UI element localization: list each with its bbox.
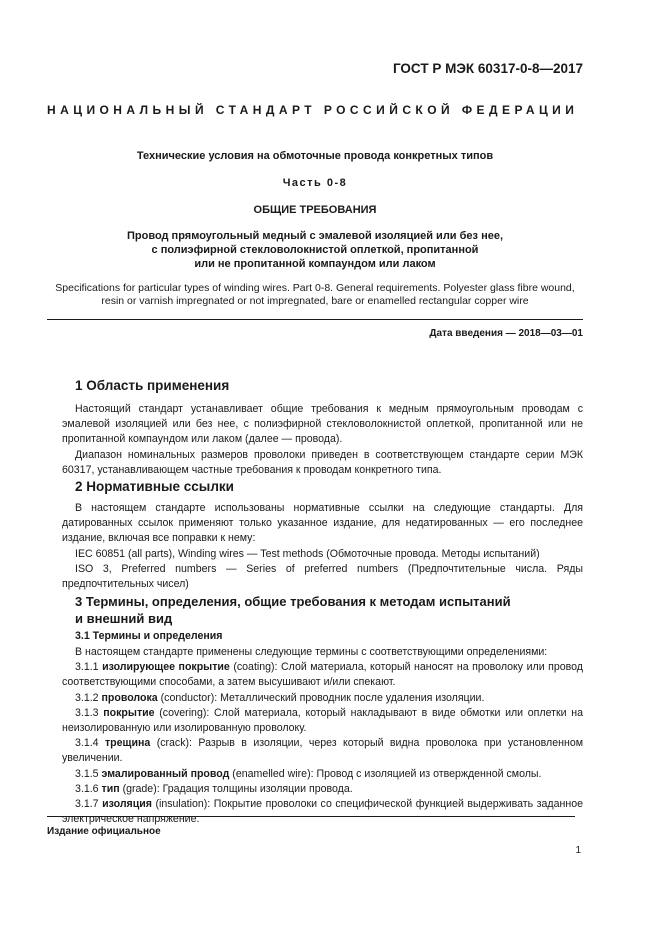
- document-title-line: Провод прямоугольный медный с эмалевой изоляцией или без нее,: [126, 230, 503, 242]
- term-number: 3.1.2: [75, 691, 102, 704]
- term-definition: [62, 767, 583, 782]
- reference-item: ISO 3, Preferred numbers — Series of preferred numbers (Предпочтительные числа. Ряды предпочтительных чисел): [62, 562, 583, 591]
- document-title: [47, 229, 583, 271]
- subsection-3-1-heading: 3.1 Термины и определения: [75, 630, 223, 642]
- standard-subtitle: Технические условия на обмоточные провода конкретных типов: [136, 150, 494, 162]
- english-title-line: resin or varnish impregnated or not impregnated, bare or enamelled rectangular copper wire: [101, 295, 529, 307]
- document-title-line: или не пропитанной компаундом или лаком: [194, 258, 436, 270]
- section-1-body: [62, 402, 583, 478]
- term-name: тип: [101, 782, 120, 795]
- standard-code: ГОСТ Р МЭК 60317-0-8—2017: [392, 61, 583, 76]
- english-title: [47, 282, 583, 308]
- term-number: 3.1.6: [75, 782, 102, 795]
- term-number: 3.1.1: [75, 661, 103, 674]
- term-text: (coating): Слой материала, который наносят на проволоку или провод соответствующими способами, а затем высушивают и/или спекают.: [62, 661, 583, 689]
- part-number: Часть 0-8: [282, 177, 348, 189]
- term-text: (covering): Слой материала, который накладывают в виде обмотки или оплетки на неизолированную или изолированную проволоку.: [62, 706, 583, 735]
- general-requirements-title: ОБЩИЕ ТРЕБОВАНИЯ: [253, 204, 377, 216]
- title-divider: [47, 319, 583, 320]
- paragraph: Настоящий стандарт устанавливает общие требования к медным прямоугольным проводам с эмалевой изоляцией или без нее, с полиэфирной стекловолокнистой оплеткой, пропитанной или не пропитанной компаундом или лаком (далее — провода).: [62, 403, 583, 446]
- term-number: 3.1.4: [75, 737, 105, 750]
- term-definition: [62, 706, 583, 736]
- term-number: 3.1.5: [75, 767, 102, 780]
- section-1-heading: 1 Область применения: [75, 378, 230, 393]
- paragraph: Диапазон номинальных размеров проволоки приведен в соответствующем стандарте серии МЭК 60317, устанавливающем частные требования к проводам конкретного типа.: [62, 448, 583, 476]
- term-number: 3.1.7: [75, 798, 103, 811]
- official-edition-label: Издание официальное: [47, 826, 161, 837]
- term-text: (crack): Разрыв в изоляции, через который видна проволока при установленном увеличении.: [62, 737, 583, 765]
- term-name: эмалированный провод: [101, 767, 230, 780]
- document-title-line: с полиэфирной стекловолокнистой оплеткой, пропитанной: [151, 244, 479, 256]
- page-number: 1: [575, 845, 581, 856]
- national-standard-banner: НАЦИОНАЛЬНЫЙ СТАНДАРТ РОССИЙСКОЙ ФЕДЕРАЦИИ: [47, 103, 579, 117]
- term-definition: [62, 736, 583, 766]
- section-2-heading: 2 Нормативные ссылки: [75, 479, 234, 494]
- term-text: (insulation): Покрытие проволоки со специфической функцией выдерживать заданное электрическое напряжение.: [62, 798, 583, 826]
- section-2-body: [62, 501, 583, 592]
- paragraph: В настоящем стандарте применены следующие термины с соответствующими определениями:: [75, 646, 548, 658]
- term-definition: [62, 797, 583, 827]
- term-text: (conductor): Металлический проводник после удаления изоляции.: [157, 691, 485, 704]
- term-name: проволока: [101, 691, 158, 704]
- section-3-body: [62, 645, 583, 827]
- term-text: (grade): Градация толщины изоляции провода.: [119, 782, 353, 795]
- term-definition: [62, 782, 583, 797]
- introduction-date: Дата введения — 2018—03—01: [429, 328, 583, 339]
- section-3-heading-line: и внешний вид: [75, 610, 173, 626]
- term-definition: [62, 660, 583, 690]
- section-3-heading: [75, 594, 511, 627]
- term-name: покрытие: [103, 706, 155, 719]
- paragraph: В настоящем стандарте использованы нормативные ссылки на следующие стандарты. Для датированных ссылок применяют только указанное издание, для недатированных — его последнее издание, включая все поправки к нему:: [62, 502, 583, 545]
- term-name: изолирующее покрытие: [102, 661, 230, 674]
- term-name: трещина: [104, 737, 151, 750]
- term-definition: [62, 691, 583, 706]
- footer-divider: [47, 816, 575, 817]
- term-number: 3.1.3: [75, 706, 104, 719]
- term-name: изоляция: [102, 798, 152, 811]
- english-title-line: Specifications for particular types of winding wires. Part 0-8. General requirements. Polyester glass fibre wound,: [55, 282, 575, 294]
- term-text: (enamelled wire): Провод с изоляцией из отвержденной смолы.: [229, 767, 542, 780]
- section-3-heading-line: 3 Термины, определения, общие требования к методам испытаний: [75, 594, 511, 609]
- reference-item: IEC 60851 (all parts), Winding wires — Test methods (Обмоточные провода. Методы испытаний): [75, 547, 540, 560]
